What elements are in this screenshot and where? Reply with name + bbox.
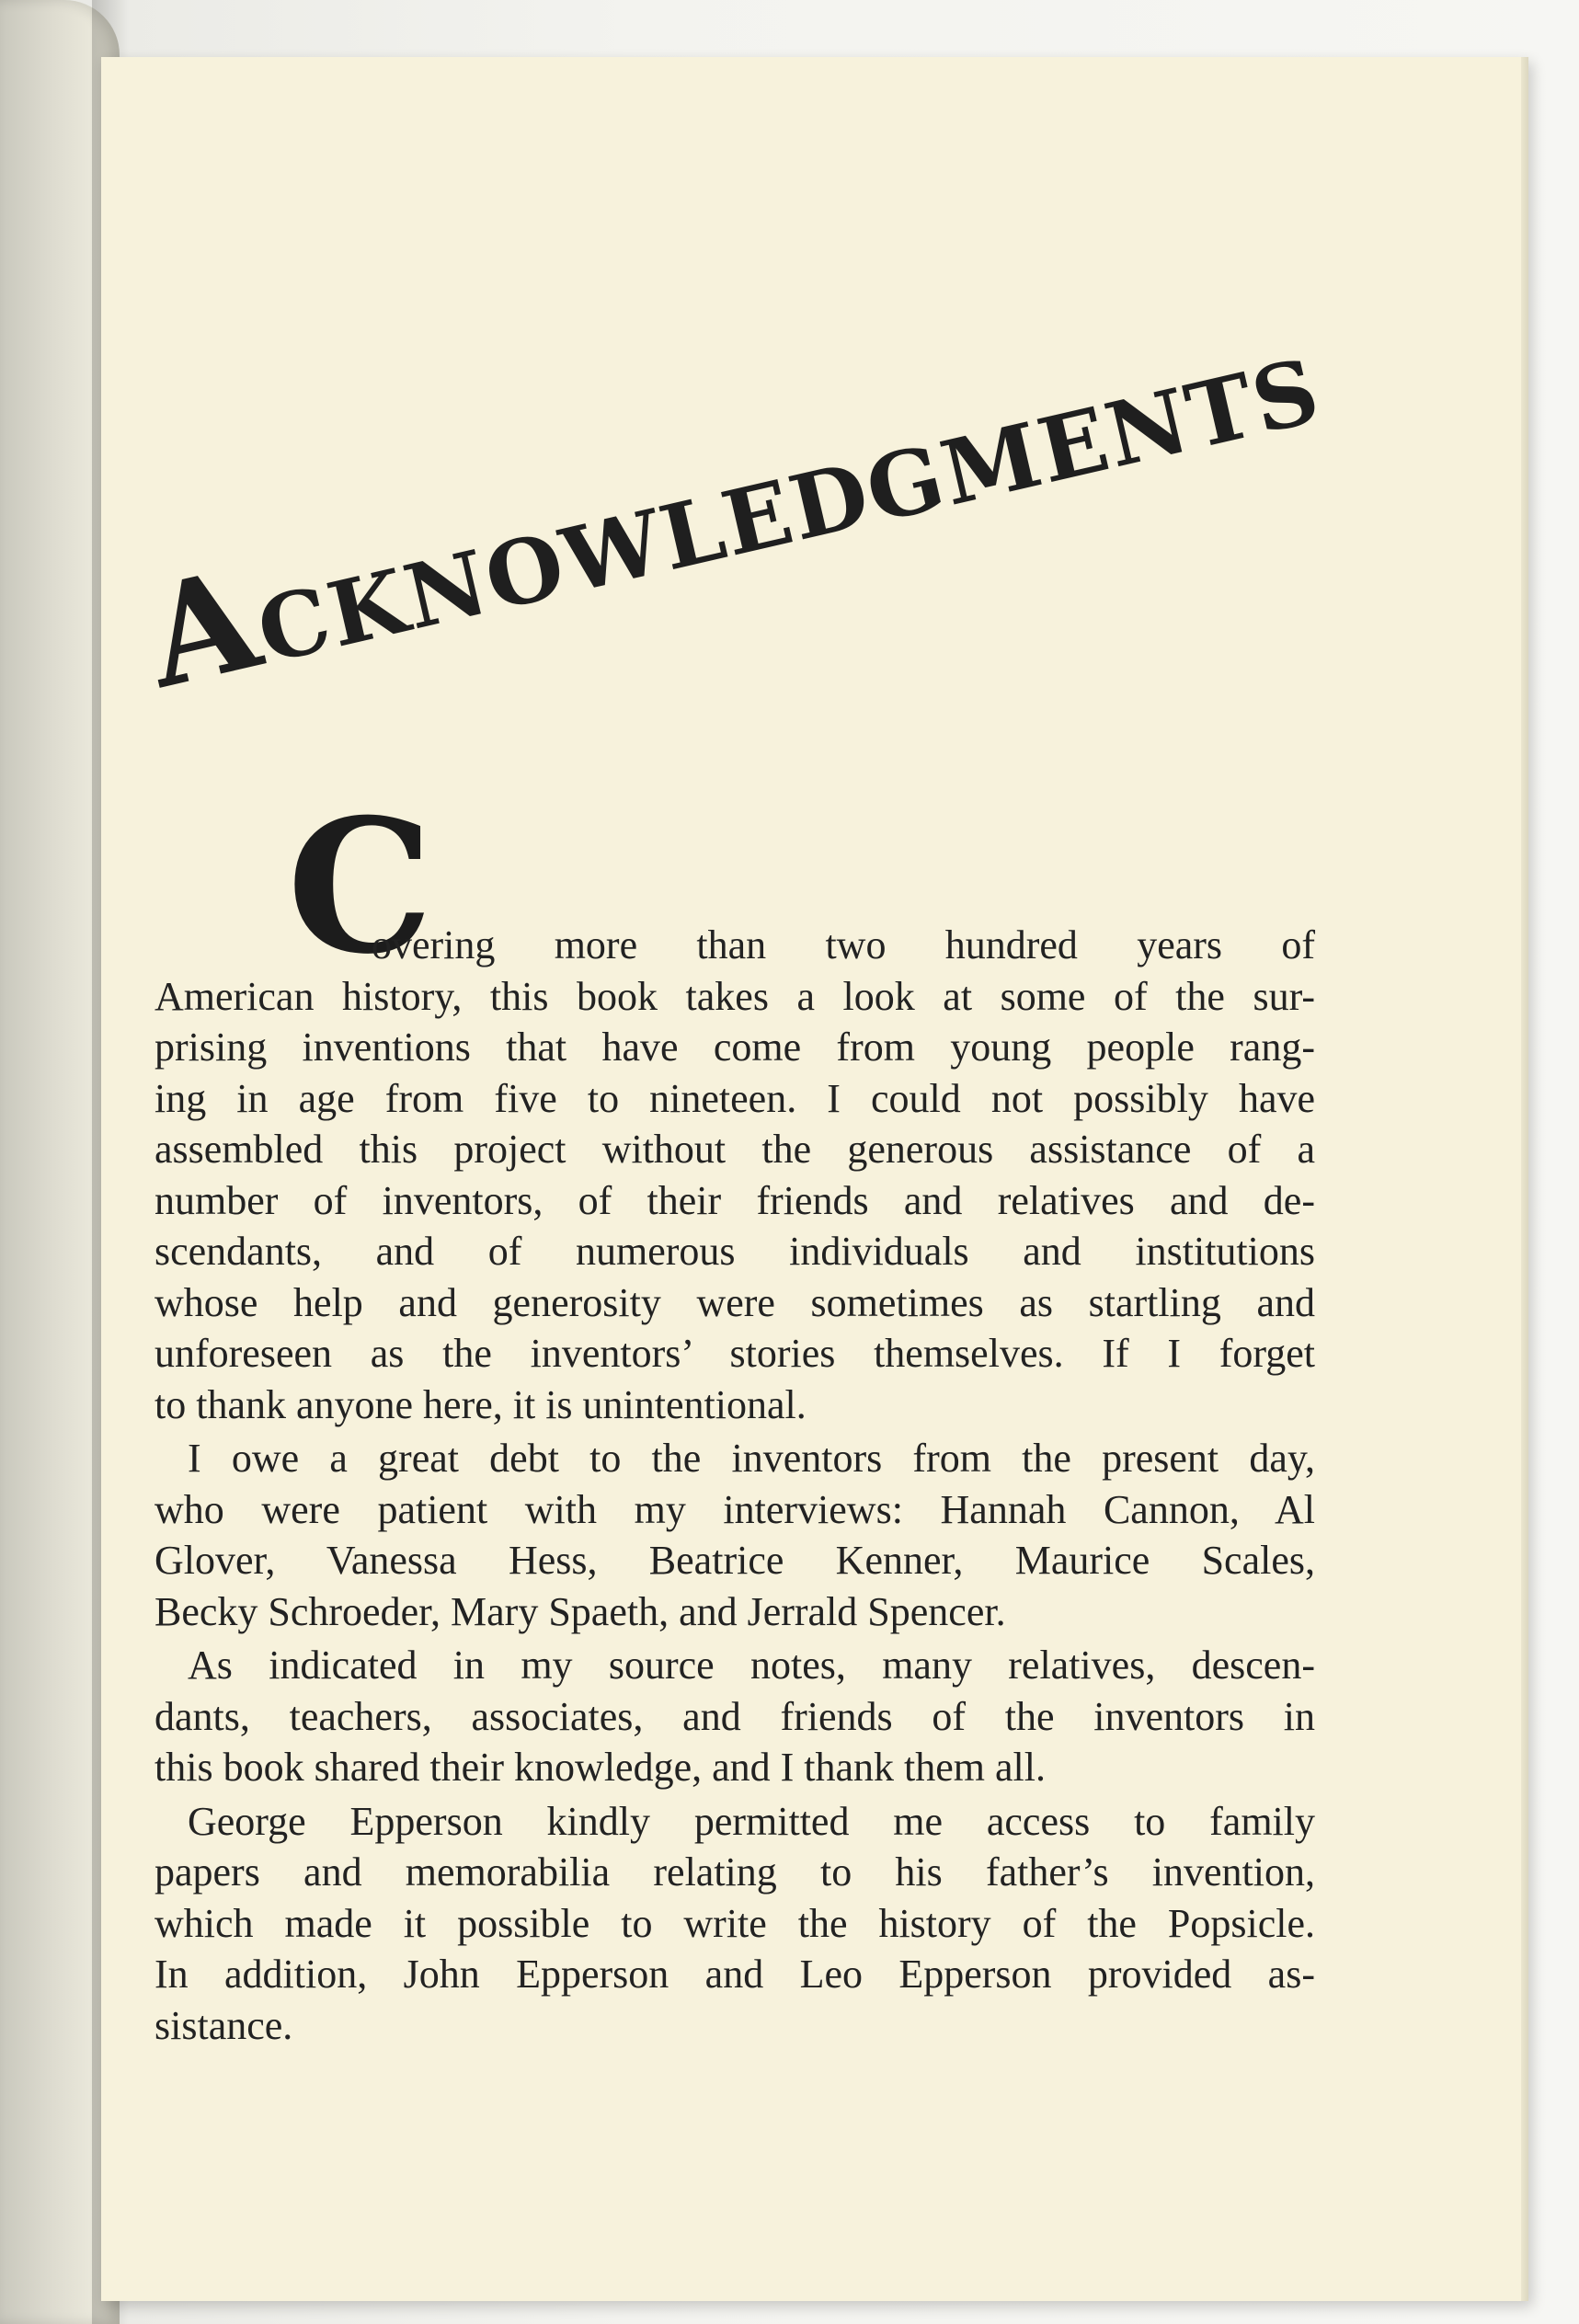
text-line: assembled this project without the generous assistance of a [154,1127,1315,1172]
text-line: I owe a great debt to the inventors from the present day, [188,1436,1315,1481]
text-line: number of inventors, of their friends and relatives and de- [154,1177,1315,1223]
text-line: this book shared their knowledge, and I thank them all. [154,1745,1046,1790]
text-line: overing more than two hundred years of [372,922,1315,967]
text-line: In addition, John Epperson and Leo Epperson provided as- [154,1952,1315,1997]
heading-rest: CKNOWLEDGMENTS [247,338,1330,684]
text-line: whose help and generosity were sometimes as startling and [154,1279,1315,1325]
text-line: George Epperson kindly permitted me access to family [188,1798,1315,1844]
page-edge [1521,57,1528,2301]
text-line: to thank anyone here, it is unintentional. [154,1381,807,1427]
paragraph-2 [154,1433,1315,1637]
text-line: scendants, and of numerous individuals and institutions [154,1229,1315,1274]
text-line: papers and memorabilia relating to his father’s invention, [154,1849,1315,1895]
paragraph-3 [154,1640,1315,1793]
text-line: who were patient with my interviews: Hannah Cannon, Al [154,1486,1315,1532]
body-text [154,920,1315,2051]
text-line: unforeseen as the inventors’ stories themselves. If I forget [154,1331,1315,1376]
text-line: prising inventions that have come from young people rang- [154,1025,1315,1070]
paragraph-4 [154,1796,1315,2052]
text-line: dants, teachers, associates, and friends of the inventors in [154,1693,1315,1739]
text-line: American history, this book takes a look at some of the sur- [154,973,1315,1019]
heading-initial: A [132,537,275,720]
text-line: sistance. [154,2002,293,2048]
drop-cap: C [287,779,434,995]
text-line: Becky Schroeder, Mary Spaeth, and Jerrald Spencer. [154,1588,1006,1634]
text-line: ing in age from five to nineteen. I could not possibly have [154,1075,1315,1121]
text-line: Glover, Vanessa Hess, Beatrice Kenner, Maurice Scales, [154,1538,1315,1583]
text-line: As indicated in my source notes, many relatives, descen- [188,1643,1315,1688]
paragraph-1 [154,920,1315,1430]
text-line: which made it possible to write the history of the Popsicle. [154,1900,1315,1946]
